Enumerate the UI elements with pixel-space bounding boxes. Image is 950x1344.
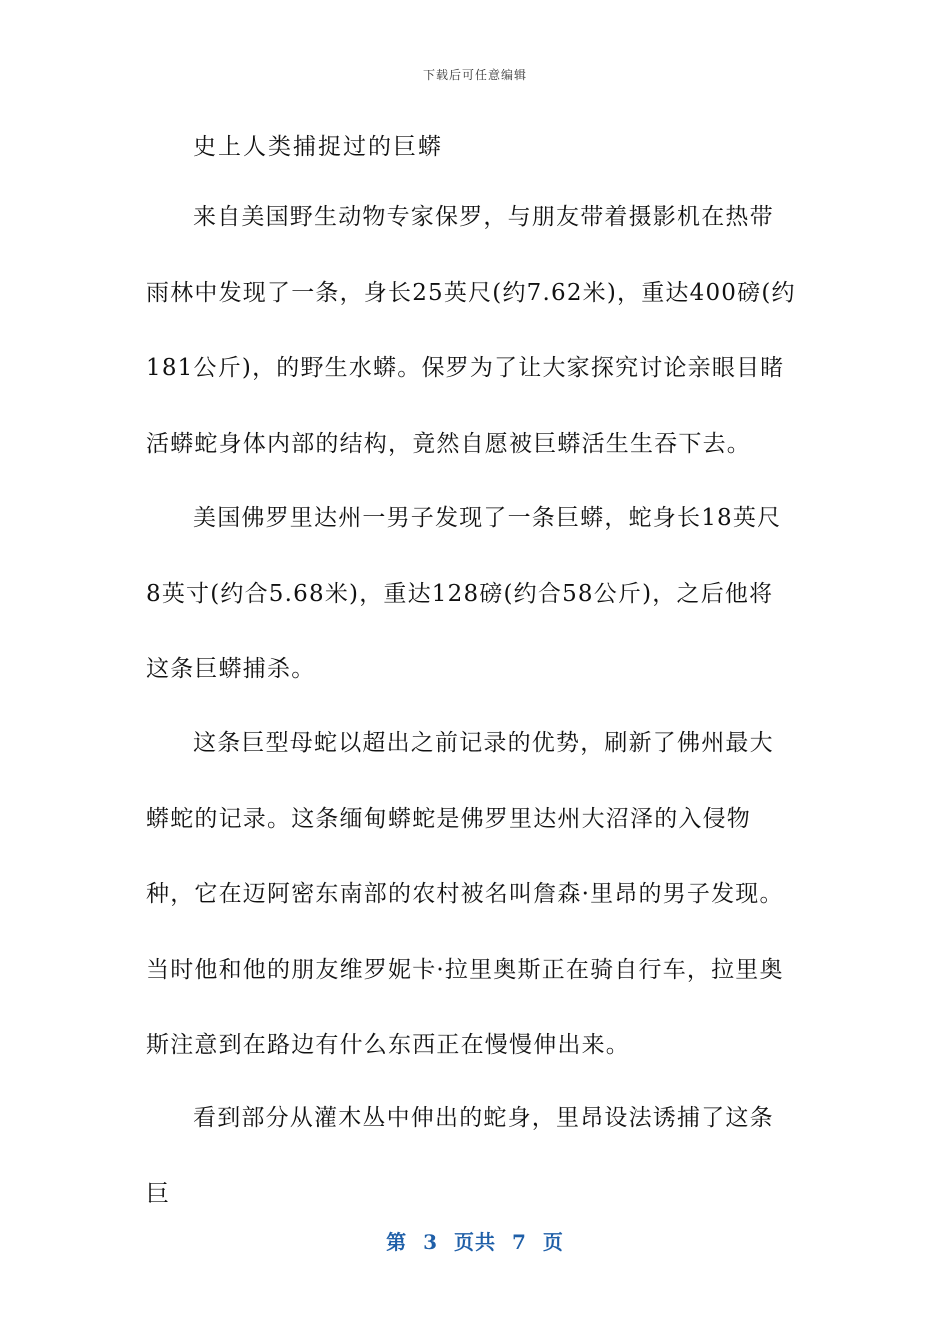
page-footer (0, 1226, 950, 1255)
paragraph-2: 美国佛罗里达州一男子发现了一条巨蟒，蛇身长18英尺8英寸(约合5.68米)，重达128磅(约合58公斤)，之后他将这条巨蟒捕杀。 (146, 505, 782, 682)
page-suffix: 页 (542, 1230, 564, 1254)
paragraph-1: 来自美国野生动物专家保罗，与朋友带着摄影机在热带雨林中发现了一条，身长25英尺(约7.62米)，重达400磅(约181公斤)，的野生水蟒。保罗为了让大家探究讨论亲眼目睹活蟒蛇身体内部的结构，竟然自愿被巨蟒活生生吞下去。 (146, 204, 796, 457)
paragraph-4: 看到部分从灌木丛中伸出的蛇身，里昂设法诱捕了这条巨 (146, 1105, 774, 1207)
page-middle: 页共 (454, 1230, 496, 1254)
paragraph-3: 这条巨型母蛇以超出之前记录的优势，刷新了佛州最大蟒蛇的记录。这条缅甸蟒蛇是佛罗里达州大沼泽的入侵物种，它在迈阿密东南部的农村被名叫詹森·里昂的男子发现。当时他和他的朋友维罗妮卡·拉里奥斯正在骑自行车，拉里奥斯注意到在路边有什么东西正在慢慢伸出来。 (146, 730, 784, 1058)
document-title: 史上人类捕捉过的巨蟒 (193, 134, 443, 160)
page-header: 下载后可任意编辑 (422, 68, 527, 82)
total-pages-number: 7 (511, 1230, 527, 1254)
current-page-number: 3 (423, 1230, 439, 1254)
page-prefix: 第 (386, 1230, 408, 1254)
